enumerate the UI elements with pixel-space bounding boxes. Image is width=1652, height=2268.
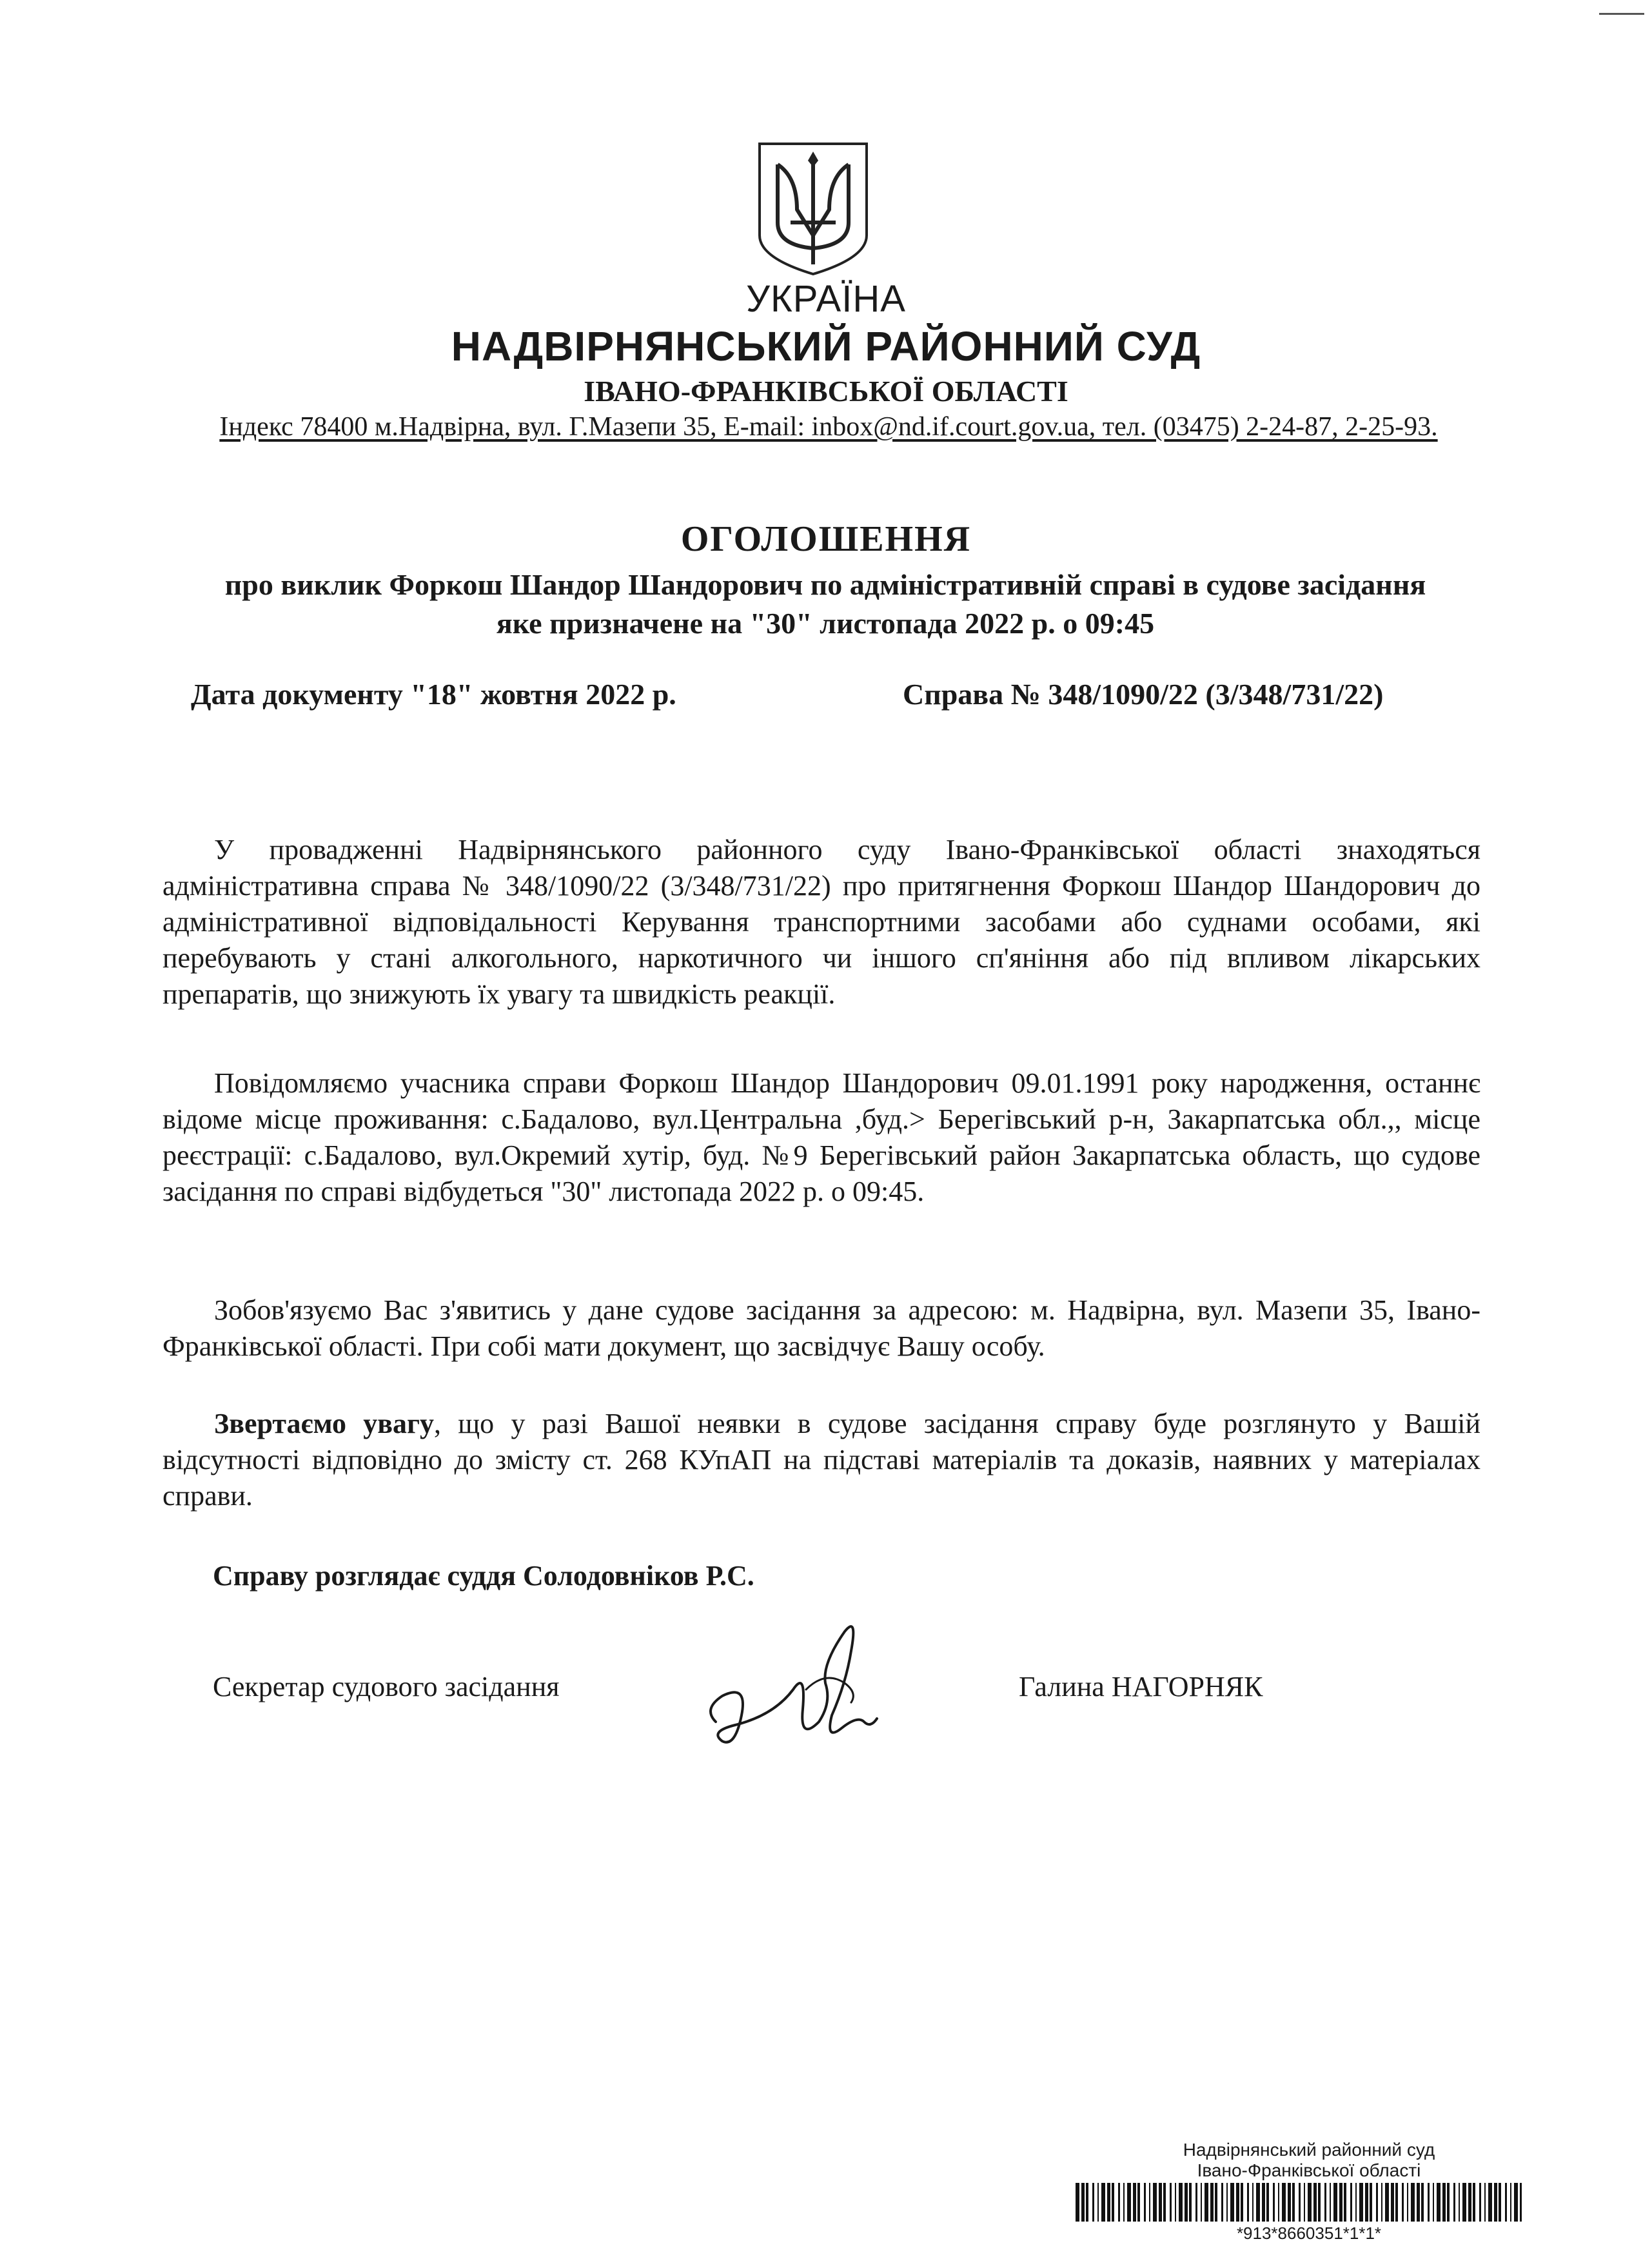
country-name: УКРАЇНА [746,278,906,320]
barcode-bar [1133,2183,1136,2222]
barcode-bar [1370,2183,1372,2222]
barcode-bar [1252,2183,1254,2222]
barcode-bar [1447,2183,1450,2222]
barcode-bar [1381,2183,1382,2222]
attention-text: , що у разі Вашої неявки в судове засідання справу буде розглянуто у Вашій відсутності відповідно до змісту ст. 268 КУпАП на підставі матеріалів та доказів, наявних у матеріалах справи. [162,1408,1481,1512]
barcode-bar [1484,2183,1486,2222]
barcode-bar [1215,2183,1217,2222]
barcode-bar [1313,2183,1317,2222]
barcode-bar [1247,2183,1249,2222]
barcode-bar [1159,2183,1162,2222]
barcode-bar [1453,2183,1455,2222]
barcode-bar [1421,2183,1424,2222]
barcode-icon [1076,2183,1522,2222]
barcode-bar [1236,2183,1239,2222]
barcode-bar [1144,2183,1146,2222]
barcode-bar [1499,2183,1501,2222]
barcode-bar [1339,2183,1342,2222]
paragraph-proceedings: У провадженні Надвірнянського районного суду Івано-Франківської області знаходяться адміністративна справа № 348/1090/22 (3/348/731/22) про притягнення Форкош Шандор Шандорович до адміністративної відповідальності Керування транспортними засобами або суднами особами, які перебувають у стані алкогольного, наркотичного чи іншого сп'яніння або під впливом лікарських препаратів, що знижують їх увагу та швидкість реакції. [162,834,1480,1010]
barcode-bar [1462,2183,1466,2222]
stamp-court-name [1109,2140,1509,2181]
barcode-bar [1437,2183,1441,2222]
barcode-number: *913*8660351*1*1* [1236,2224,1382,2243]
paragraph-notification: Повідомляємо учасника справи Форкош Шандор Шандорович 09.01.1991 року народження, останнє відоме місце проживання: с.Бадалово, вул.Центральна ,буд.> Берегівський р-н, Закарпатська обл.,, місце реєстрації: с.Бадалово, вул.Окремий хутір, буд. №9 Берегівський район Закарпатська область, що судове засідання по справі відбудеться "30" листопада 2022 р. о 09:45. [162,1067,1480,1207]
barcode-bar [1123,2183,1125,2222]
document-title: ОГОЛОШЕННЯ [680,519,972,559]
barcode-bar [1241,2183,1243,2222]
barcode-bar [1112,2183,1114,2222]
barcode-bar [1086,2183,1088,2222]
barcode-bar [1278,2183,1279,2222]
barcode-bar [1365,2183,1368,2222]
paragraph-attention [162,1406,1480,1514]
scan-edge-mark [1599,13,1644,15]
trident-coat-of-arms-icon [752,139,874,277]
barcode-bar [1395,2183,1398,2222]
barcode-bar [1107,2183,1110,2222]
barcode-bar [1175,2183,1176,2222]
barcode-bar [1468,2183,1471,2222]
barcode-bar [1488,2183,1492,2222]
barcode-bar [1520,2183,1522,2222]
barcode-bar [1153,2183,1157,2222]
barcode-bar [1417,2183,1420,2222]
barcode-bar [1163,2183,1166,2222]
barcode-bar [1350,2183,1352,2222]
barcode-bar [1510,2183,1511,2222]
barcode-bar [1376,2183,1378,2222]
barcode-bar [1092,2183,1094,2222]
barcode-bar [1459,2183,1460,2222]
document-subtitle [129,566,1522,643]
stamp-line-1: Надвірнянський районний суд [1183,2140,1435,2160]
barcode-bar [1411,2183,1415,2222]
paragraph-obligation: Зобов'язуємо Вас з'явитись у дане судове засідання за адресою: м. Надвірна, вул. Мазепи 35, Івано-Франківської області. При собі мати документ, що засвідчує Вашу особу. [162,1294,1480,1362]
court-contacts: Індекс 78400 м.Надвірна, вул. Г.Мазепи 35, E-mail: inbox@nd.if.court.gov.ua, тел. (03475) 2-24-87, 2-25-93. [219,412,1438,442]
case-number: Справа № 348/1090/22 (3/348/731/22) [903,678,1384,711]
barcode-bar [1195,2183,1197,2222]
barcode-bar [1205,2183,1208,2222]
barcode-bar [1273,2183,1275,2222]
barcode-bar [1514,2183,1518,2222]
attention-label: Звертаємо увагу [214,1408,434,1439]
barcode-bar [1118,2183,1120,2222]
barcode-bar [1433,2183,1434,2222]
barcode-bar [1256,2183,1260,2222]
handwritten-signature [696,1612,903,1780]
barcode-bar [1428,2183,1430,2222]
barcode-bar [1505,2183,1507,2222]
barcode-bar [1230,2183,1234,2222]
barcode-bar [1333,2183,1337,2222]
barcode-bar [1479,2183,1481,2222]
barcode-bar [1292,2183,1295,2222]
barcode-bar [1344,2183,1346,2222]
barcode-bar [1189,2183,1192,2222]
barcode-bar [1221,2183,1223,2222]
barcode-bar [1355,2183,1357,2222]
secretary-title: Секретар судового засідання [213,1671,560,1702]
barcode-bar [1226,2183,1228,2222]
barcode-bar [1442,2183,1446,2222]
barcode-bar [1402,2183,1404,2222]
barcode-bar [1127,2183,1131,2222]
court-region: ІВАНО-ФРАНКІВСЬКОЇ ОБЛАСТІ [584,375,1068,408]
barcode-bar [1201,2183,1202,2222]
barcode-bar [1288,2183,1291,2222]
barcode-bar [1170,2183,1172,2222]
barcode-bar [1101,2183,1105,2222]
barcode-bar [1137,2183,1140,2222]
barcode-bar [1149,2183,1150,2222]
barcode-bar [1304,2183,1305,2222]
document-date: Дата документу "18" жовтня 2022 р. [191,678,676,711]
barcode-bar [1330,2183,1331,2222]
secretary-name: Галина НАГОРНЯК [1019,1671,1263,1702]
barcode-bar [1494,2183,1497,2222]
barcode-bar [1407,2183,1408,2222]
barcode-bar [1081,2183,1085,2222]
barcode-bar [1266,2183,1269,2222]
barcode-bar [1473,2183,1475,2222]
barcode-bar [1210,2183,1214,2222]
barcode-bar [1185,2183,1188,2222]
barcode-bar [1097,2183,1099,2222]
barcode-bar [1282,2183,1286,2222]
stamp-line-2: Івано-Франківської області [1197,2160,1421,2180]
barcode-bar [1359,2183,1363,2222]
judge-line: Справу розглядає суддя Солодовніков Р.С. [213,1560,754,1592]
subtitle-line-1: про виклик Форкош Шандор Шандорович по адміністративній справі в судове засідання [224,568,1426,601]
barcode-bar [1262,2183,1265,2222]
barcode-bar [1391,2183,1394,2222]
barcode-bar [1385,2183,1389,2222]
barcode-bar [1318,2183,1321,2222]
barcode-bar [1179,2183,1183,2222]
barcode-bar [1076,2183,1079,2222]
barcode-bar [1299,2183,1301,2222]
subtitle-line-2: яке призначене на "30" листопада 2022 р. о 09:45 [496,607,1155,640]
court-name: НАДВІРНЯНСЬКИЙ РАЙОННИЙ СУД [451,323,1201,370]
barcode-bar [1308,2183,1312,2222]
barcode-bar [1324,2183,1326,2222]
